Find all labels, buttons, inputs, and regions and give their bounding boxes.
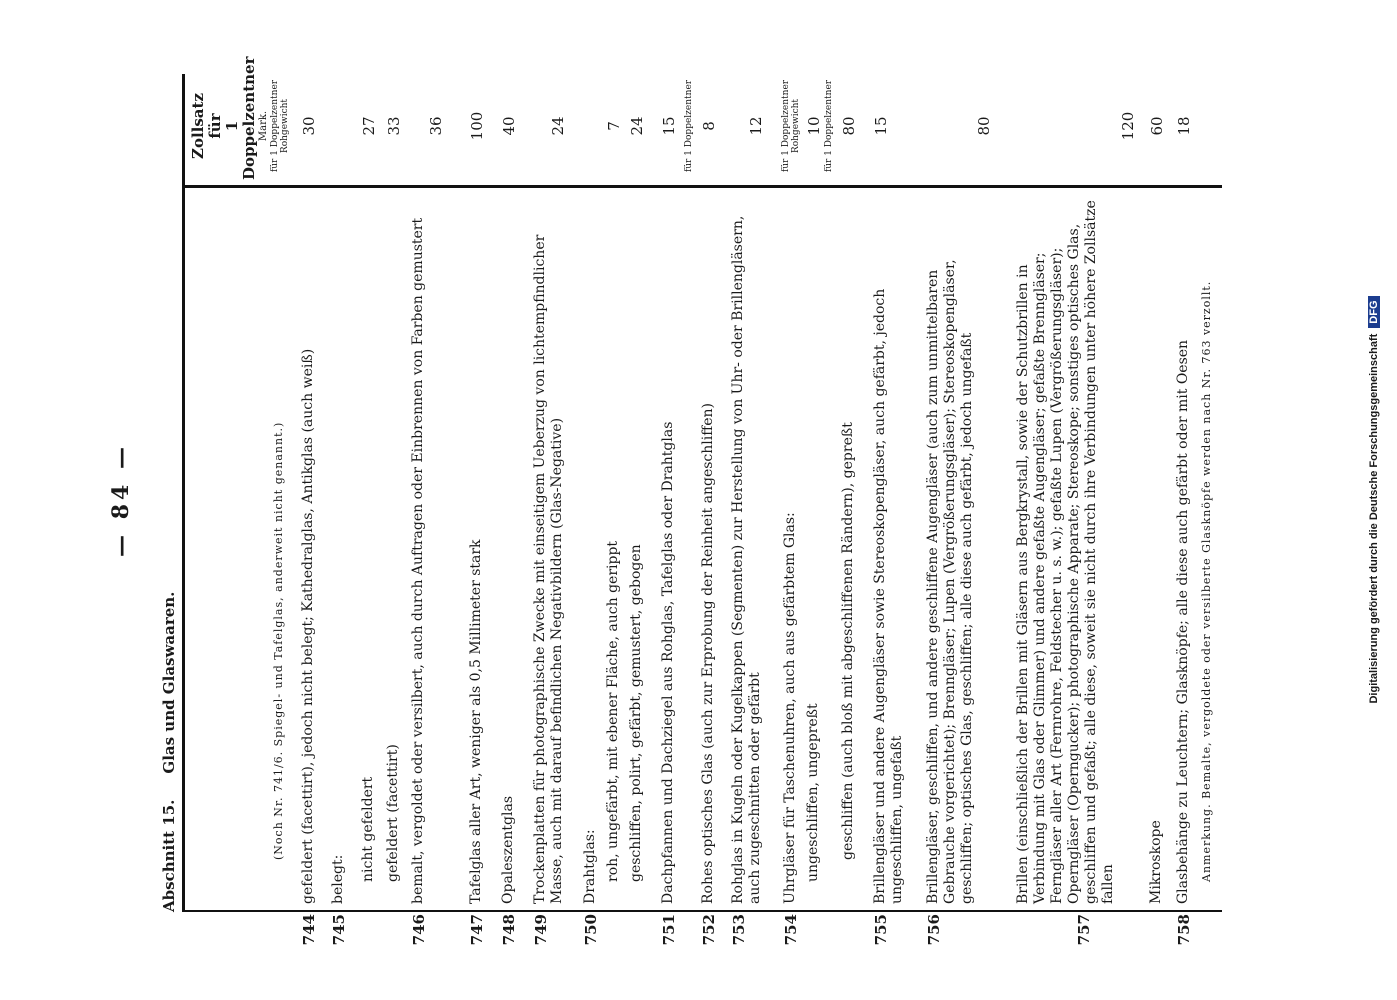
- rate-header-line2: für: [206, 113, 224, 139]
- row-desc: bemalt, vergoldet oder versilbert, auch durch Auftragen oder Einbrennen von Farben gemustert: [410, 217, 426, 904]
- row-rate: 60: [1148, 116, 1166, 136]
- row-number: 758: [1175, 914, 1193, 946]
- row-rate: 120: [1119, 111, 1137, 141]
- row-desc: ungeschliffen, ungepreßt: [805, 703, 821, 882]
- dfg-badge: DFG: [1368, 296, 1380, 327]
- row-desc: roh, ungefärbt, mit ebener Fläche, auch gerippt: [605, 540, 621, 882]
- row-desc: Mikroskope: [1148, 820, 1164, 904]
- row-number: 749: [532, 914, 550, 946]
- row-number: 755: [872, 914, 890, 946]
- rate-column-header: [189, 56, 270, 180]
- row-rate-note: für 1 Doppelzentner: [684, 79, 694, 173]
- row-rate: 10: [805, 116, 823, 136]
- row-desc: gefeldert (facettirt): [385, 744, 401, 882]
- row-desc: Glasbehänge zu Leuchtern; Glasknöpfe; alle diese auch gefärbt oder mit Oesen: [1175, 339, 1191, 904]
- row-desc: Rohglas in Kugeln oder Kugelkappen (Segmenten) zur Herstellung von Uhr- oder Brillengläsern, auch zugeschnitten oder gefärbt: [730, 215, 763, 904]
- row-desc: (Noch Nr. 741/6. Spiegel- und Tafelglas, anderweit nicht genannt.): [272, 421, 285, 860]
- row-number: 744: [300, 914, 318, 946]
- row-number: 746: [410, 914, 428, 946]
- rate-header-line1: Zollsatz: [189, 93, 207, 159]
- number-column-rule: [182, 910, 1222, 912]
- row-rate: 27: [360, 116, 378, 136]
- row-desc: Uhrgläser für Taschenuhren, auch aus gefärbtem Glas:: [782, 512, 798, 904]
- row-rate: 8: [700, 121, 718, 131]
- row-desc: Anmerkung. Bemalte, vergoldete oder versilberte Glasknöpfe werden nach Nr. 763 verzollt.: [1200, 280, 1213, 882]
- row-number: 745: [330, 914, 348, 946]
- row-rate-note: für 1 Doppelzentner Rohgewicht: [270, 79, 290, 173]
- row-rate: 24: [628, 116, 646, 136]
- row-rate: 40: [500, 116, 518, 136]
- row-desc: Tafelglas aller Art, weniger als 0,5 Millimeter stark: [468, 539, 484, 904]
- row-rate-note: für 1 Doppelzentner Rohgewicht: [781, 79, 801, 173]
- row-number: 752: [700, 914, 718, 946]
- section-title: [160, 592, 178, 912]
- row-desc: Rohes optisches Glas (auch zur Erprobung der Reinheit angeschliffen): [700, 403, 716, 904]
- row-desc: Drahtglas:: [582, 829, 598, 904]
- rate-column-rule: [182, 185, 1222, 188]
- rate-header-line3: 1 Doppelzentner: [223, 56, 258, 180]
- row-rate: 30: [300, 116, 318, 136]
- row-rate: 100: [468, 111, 486, 141]
- row-number: 747: [468, 914, 486, 946]
- row-desc: geschliffen (auch bloß mit abgeschliffenen Rändern), gepreßt: [840, 422, 856, 860]
- row-rate: 7: [605, 121, 623, 131]
- row-desc: Brillen (einschließlich der Brillen mit Gläsern aus Bergkrystall, sowie der Schutzbrillen in Verbindung mit Glas oder Glimmer) und andere gefaßte Augengläser; gefaßte Brenngläser; Ferngläser aller Art (Fernrohre, Feldstecher u. s. w.); gefaßte Lupen (Vergrößerungsgläser); Operngläser (Operngucker); photographische Apparate; Stereoskope; sonstiges optisches Glas, geschliffen und gefaßt; alle diese, soweit sie nicht durch ihre Verbindungen unter höhere Zollsätze fallen: [1015, 200, 1116, 904]
- row-desc: Brillengläser und andere Augengläser sowie Stereoskopengläser, auch gefärbt, jedoch ungeschliffen, ungefaßt: [872, 288, 905, 904]
- row-rate: 15: [872, 116, 890, 136]
- rate-header-unit: Mark.: [258, 110, 269, 142]
- table-top-rule: [182, 74, 185, 912]
- row-rate: 18: [1175, 116, 1193, 136]
- row-desc: Brillengläser, geschliffen, und andere geschliffene Augengläser (auch zum unmittelbaren Gebrauche vorgerichtet); Brenngläser; Lupen (Vergrößerungsgläser); Stereoskopengläser, geschliffen; optisches Glas, geschliffen; alle diese auch gefärbt, jedoch ungefaßt: [925, 259, 975, 904]
- row-rate: 80: [975, 116, 993, 136]
- credit-text: Digitalisierung gefördert durch die Deutsche Forschungsgemeinschaft: [1368, 333, 1380, 704]
- row-desc: Opaleszentglas: [500, 795, 516, 904]
- section-label: Abschnitt 15.: [160, 799, 178, 912]
- row-desc: nicht gefeldert: [360, 776, 376, 882]
- row-desc: Trockenplatten für photographische Zwecke mit einseitigem Ueberzug von lichtempfindlicher Masse, auch mit darauf befindlichen Negativbildern (Glas-Negative): [532, 234, 565, 904]
- row-number: 754: [782, 914, 800, 946]
- row-number: 750: [582, 914, 600, 946]
- row-rate: 12: [747, 116, 765, 136]
- row-rate-note: für 1 Doppelzentner: [824, 79, 834, 173]
- page-number: — 84 —: [108, 443, 134, 557]
- row-number: 751: [660, 914, 678, 946]
- row-desc: gefeldert (facettirt), jedoch nicht belegt; Kathedralglas, Antikglas (auch weiß): [300, 348, 316, 904]
- row-number: 753: [730, 914, 748, 946]
- row-desc: belegt:: [330, 854, 346, 904]
- row-rate: 15: [660, 116, 678, 136]
- row-number: 757: [1075, 914, 1093, 946]
- row-rate: 36: [427, 116, 445, 136]
- row-desc: Dachpfannen und Dachziegel aus Rohglas, Tafelglas oder Drahtglas: [660, 421, 676, 904]
- row-rate: 33: [385, 116, 403, 136]
- row-number: 756: [925, 914, 943, 946]
- row-number: 748: [500, 914, 518, 946]
- row-rate: 24: [549, 116, 567, 136]
- row-rate: 80: [840, 116, 858, 136]
- section-name: Glas und Glaswaaren.: [160, 591, 178, 774]
- row-desc: geschliffen, polirt, gefärbt, gemustert, gebogen: [628, 544, 644, 882]
- digitization-credit: [1368, 0, 1380, 1000]
